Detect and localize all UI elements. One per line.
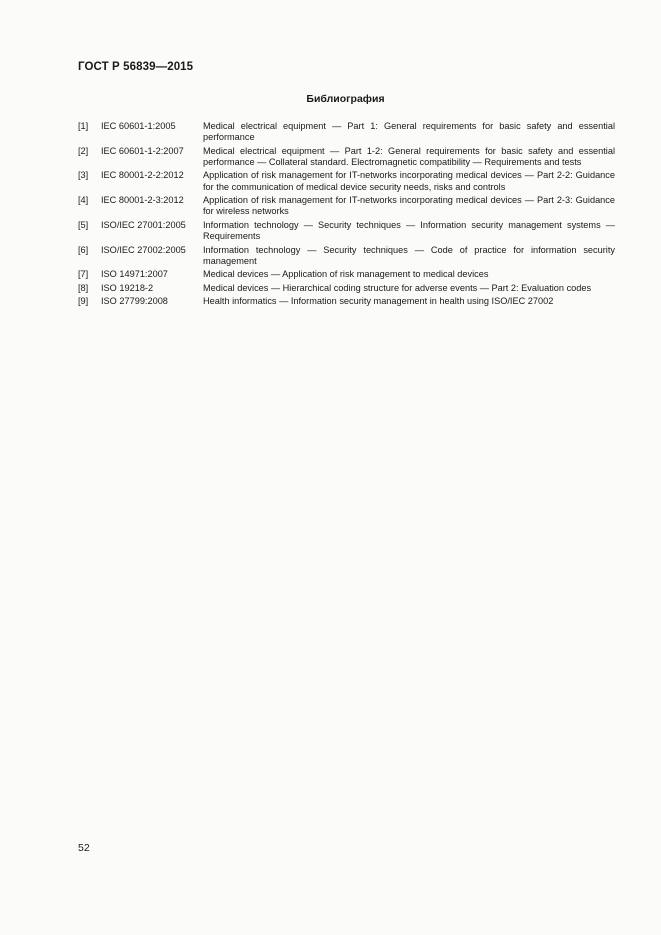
entry-title: Medical devices — Hierarchical coding structure for adverse events — Part 2: Evaluation codes [203, 282, 592, 293]
bibliography-entry [78, 269, 615, 280]
entry-title: Information technology — Security techniques — Code of practice for information security management [203, 244, 615, 266]
entry-code: IEC 80001-2-2:2012 [101, 170, 184, 181]
standard-code-header: ГОСТ Р 56839—2015 [78, 61, 194, 73]
entry-code: ISO 27799:2008 [101, 296, 168, 307]
bibliography-title: Библиография [306, 93, 385, 105]
entry-number: [4] [78, 195, 89, 206]
entry-number: [3] [78, 170, 89, 181]
bibliography-entry [78, 121, 615, 143]
bibliography-entry [78, 146, 615, 168]
bibliography-list [78, 121, 615, 310]
entry-title: Information technology — Security techniques — Information security management systems — Requirements [203, 219, 615, 242]
entry-number: [9] [78, 296, 89, 307]
entry-number: [5] [78, 219, 89, 230]
entry-code: ISO/IEC 27001:2005 [101, 219, 186, 230]
bibliography-entry [78, 195, 615, 217]
entry-title: Medical electrical equipment — Part 1-2: General requirements for basic safety and essential performance — Collateral standard. Electromagnetic compatibility — Requirements and tests [203, 145, 615, 167]
entry-title: Application of risk management for IT-networks incorporating medical devices — Part 2-3: Guidance for wireless networks [203, 195, 615, 217]
bibliography-entry [78, 245, 615, 267]
bibliography-entry [78, 220, 615, 242]
page-number: 52 [78, 842, 90, 854]
entry-code: ISO 14971:2007 [101, 269, 168, 280]
bibliography-entry [78, 283, 615, 294]
entry-title: Medical devices — Application of risk management to medical devices [203, 269, 489, 280]
entry-code: ISO/IEC 27002:2005 [101, 244, 186, 255]
bibliography-entry [78, 296, 615, 307]
entry-title: Health informatics — Information security management in health using ISO/IEC 27002 [203, 296, 554, 307]
entry-number: [7] [78, 269, 89, 280]
entry-title: Medical electrical equipment — Part 1: General requirements for basic safety and essential performance [203, 121, 615, 143]
entry-code: IEC 60601-1-2:2007 [101, 145, 184, 156]
entry-code: IEC 80001-2-3:2012 [101, 195, 184, 206]
entry-number: [1] [78, 121, 89, 131]
bibliography-entry [78, 170, 615, 192]
entry-number: [6] [78, 244, 89, 255]
entry-code: IEC 60601-1:2005 [101, 121, 176, 131]
entry-title: Application of risk management for IT-networks incorporating medical devices — Part 2-2: Guidance for the communication of medical device security needs, risks and controls [203, 170, 615, 192]
entry-number: [2] [78, 145, 89, 156]
entry-code: ISO 19218-2 [101, 282, 154, 293]
entry-number: [8] [78, 282, 89, 293]
